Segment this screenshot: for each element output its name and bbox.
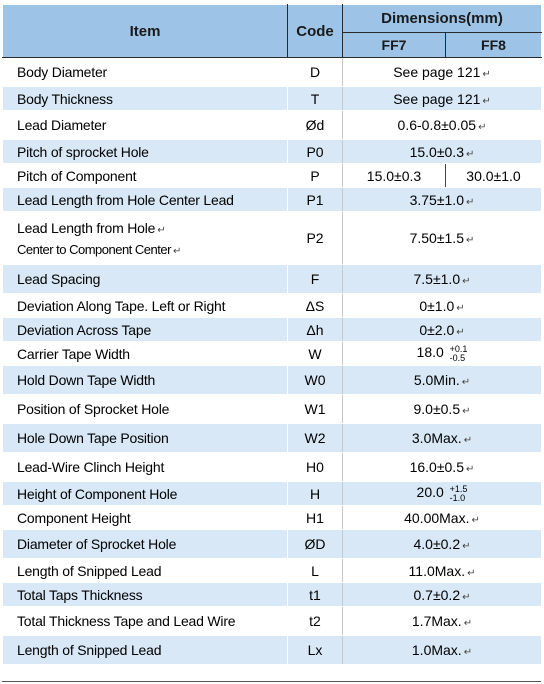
row-code: F (288, 265, 343, 294)
row-value: 1.7Max. ↵ (343, 607, 542, 636)
row-item: Carrier Tape Width (3, 342, 288, 366)
row-code: P (288, 164, 343, 188)
row-value: 40.00Max. ↵ (343, 506, 542, 530)
table-row (3, 87, 542, 111)
table-row (3, 164, 542, 188)
row-item: Length of Snipped Lead (3, 636, 288, 665)
table-row (3, 294, 542, 318)
row-value: 3.75±1.0 ↵ (343, 188, 542, 212)
table-row (3, 530, 542, 559)
table-row (3, 482, 542, 506)
table-row (3, 559, 542, 583)
table-row (3, 636, 542, 665)
row-code: H0 (288, 453, 343, 482)
row-item: Deviation Along Tape. Left or Right (3, 294, 288, 318)
row-code: ΔS (288, 294, 343, 318)
row-value: 16.0±0.5 ↵ (343, 453, 542, 482)
row-code: t2 (288, 607, 343, 636)
table-row (3, 607, 542, 636)
row-value: 9.0±0.5 ↵ (343, 395, 542, 424)
table-bottom-rule (2, 681, 541, 682)
table-row (3, 366, 542, 395)
row-item: Total Taps Thickness (3, 583, 288, 607)
row-value: See page 121 ↵ (343, 58, 542, 87)
row-code: Δh (288, 318, 343, 342)
row-code: P2 (288, 212, 343, 265)
row-code: W2 (288, 424, 343, 453)
row-value: 11.0Max. ↵ (343, 559, 542, 583)
tolerance: +0.1 -0.5 (449, 343, 468, 363)
row-code: P0 (288, 140, 343, 164)
row-value-ff7: 15.0±0.3 (343, 164, 446, 188)
row-code: L (288, 559, 343, 583)
row-item: Pitch of sprocket Hole (3, 140, 288, 164)
table-row (3, 342, 542, 366)
row-item: Height of Component Hole (3, 482, 288, 506)
row-value: 18.0 +0.1 -0.5 (343, 342, 542, 366)
row-code: H1 (288, 506, 343, 530)
row-code: W (288, 342, 343, 366)
row-code: W1 (288, 395, 343, 424)
table-row (3, 265, 542, 294)
row-value: 7.5±1.0 ↵ (343, 265, 542, 294)
row-item: Deviation Across Tape (3, 318, 288, 342)
table-row (3, 111, 542, 140)
tolerance: +1.5 -1.0 (449, 483, 468, 503)
row-item: Body Thickness (3, 87, 288, 111)
row-item: Lead-Wire Clinch Height (3, 453, 288, 482)
row-value: 1.0Max. ↵ (343, 636, 542, 665)
row-value: 20.0 +1.5 -1.0 (343, 482, 542, 506)
row-item: Pitch of Component (3, 164, 288, 188)
row-item: Length of Snipped Lead (3, 559, 288, 583)
row-value: 0.6-0.8±0.05 ↵ (343, 111, 542, 140)
row-value: 0.7±0.2 ↵ (343, 583, 542, 607)
row-item: Hole Down Tape Position (3, 424, 288, 453)
row-code: T (288, 87, 343, 111)
row-value: 7.50±1.5 ↵ (343, 212, 542, 265)
row-code: Ød (288, 111, 343, 140)
row-item: Lead Length from Hole ↵ Center to Component Center ↵ (3, 212, 288, 265)
table-row (3, 58, 542, 87)
row-code: Lx (288, 636, 343, 665)
row-item: Lead Spacing (3, 265, 288, 294)
row-item: Total Thickness Tape and Lead Wire (3, 607, 288, 636)
row-item: Diameter of Sprocket Hole (3, 530, 288, 559)
row-value: 3.0Max. ↵ (343, 424, 542, 453)
row-value-ff8: 30.0±1.0 (446, 164, 542, 188)
row-value: 0±1.0 ↵ (343, 294, 542, 318)
row-value: 4.0±0.2 ↵ (343, 530, 542, 559)
row-value: 5.0Min. ↵ (343, 366, 542, 395)
row-value: See page 121 ↵ (343, 87, 542, 111)
row-item: Lead Diameter (3, 111, 288, 140)
table-row (3, 212, 542, 265)
row-code: H (288, 482, 343, 506)
header-ff7: FF7 (343, 33, 446, 58)
row-value: 0±2.0 ↵ (343, 318, 542, 342)
row-item: Component Height (3, 506, 288, 530)
header-ff8: FF8 (446, 33, 542, 58)
table-row (3, 318, 542, 342)
header-item: Item (3, 5, 288, 58)
table-row (3, 506, 542, 530)
dimensions-table (2, 4, 542, 665)
row-item: Position of Sprocket Hole (3, 395, 288, 424)
header-code: Code (288, 5, 343, 58)
row-item: Lead Length from Hole Center Lead (3, 188, 288, 212)
row-item: Hold Down Tape Width (3, 366, 288, 395)
row-code: W0 (288, 366, 343, 395)
row-item: Body Diameter (3, 58, 288, 87)
header-dimensions: Dimensions(mm) (343, 5, 542, 33)
row-code: P1 (288, 188, 343, 212)
table-row (3, 395, 542, 424)
row-value: 15.0±0.3 ↵ (343, 140, 542, 164)
row-code: D (288, 58, 343, 87)
table-row (3, 453, 542, 482)
table-row (3, 583, 542, 607)
table-row (3, 424, 542, 453)
row-code: ØD (288, 530, 343, 559)
table-row (3, 188, 542, 212)
table-row (3, 140, 542, 164)
row-code: t1 (288, 583, 343, 607)
